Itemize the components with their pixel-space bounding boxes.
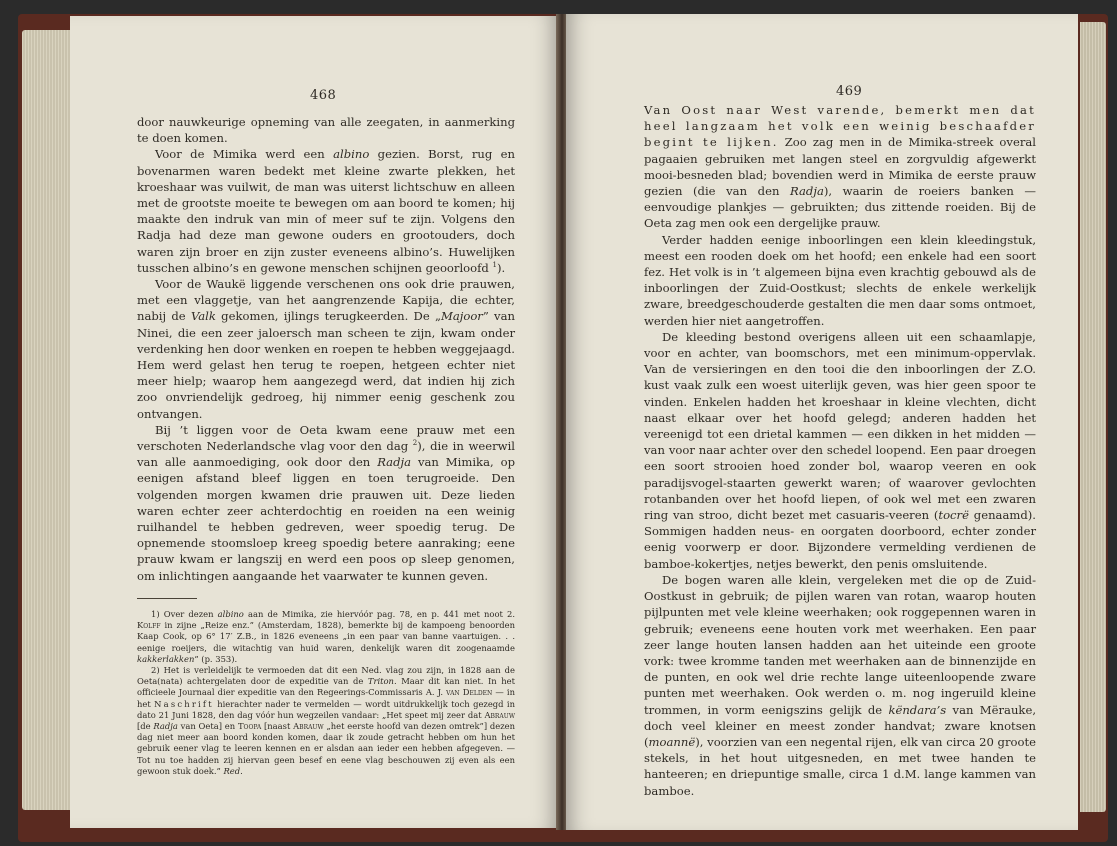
footnote: 2) Het is verleidelijk te vermoeden dat dit een Ned. vlag zou zijn, in 1828 aan de Oeta(nata) achtergelaten door de expeditie van de Triton. Maar dit kan niet. In het officieele Journaal dier expeditie van den Regeerings-Commissaris A. J. van Delden — in het Naschrift hierachter nader te vermelden — wordt uitdrukkelijk toch gezegd in dato 21 Juni 1828, den dag vóór hun wegzeilen vandaar: „Het speet mij zeer dat Abrauw [de Radja van Oeta] en Toopa [naast Abrauw „het eerste hoofd van dezen omtrek”] dezen dag niet meer aan boord konden komen, daar ik zoude getracht hebben om hun het gebruik eener vlag te leeren kennen en er alsdan aan ieder een hebben afgegeven. — Tot nu toe hadden zij hiervan geen besef en eene vlag beschouwen zij even als een gewoon stuk doek.” Red.: [137, 664, 515, 776]
body-text: [644, 102, 1036, 799]
paragraph: Van Oost naar West varende, bemerkt men dat heel langzaam het volk een weinig beschaafder begint te lijken. Zoo zag men in de Mimika-streek overal pagaaien gebruiken met langen steel en zorgvuldig afgewerkt mooi-besneden blad; bovendien werd in Mimika de eerste prauw gezien (die van den Radja), waarin de roeiers banken — eenvoudige plankjes — gebruikten; dus zittende roeiden. Bij de Oeta zag men ook een dergelijke prauw.: [644, 103, 1036, 231]
paragraph: Bij ’t liggen voor de Oeta kwam eene prauw met een verschoten Nederlandsche vlag voor den dag $^2$), die in weerwil van alle aanmoediging, ook door den Radja van Mimika, op eenigen afstand bleef liggen en toen terugroeide. Den volgenden morgen kwamen drie prauwen uit. Deze lieden waren echter zeer achterdochtig en roeiden na een weinig ruilhandel te hebben gedreven, weer spoedig terug. De opnemende stoomsloep kreeg spoedig betere aanraking; eene prauw kwam er langszij en werd een poos op sleep genomen, om inlichtingen aangaande het vaarwater te kunnen geven.: [137, 422, 515, 583]
paragraph: De bogen waren alle klein, vergeleken met die op de Zuid-Oostkust in gebruik; de pijlen waren van rotan, waarop houten pijlpunten met vele kleine weerhaken; ook roggepennen waren in gebruik; eveneens eene houten vork met weerhaken. Een paar zeer lange houten lansen hadden aan het uiteinde een groote vork: twee kromme tanden met weerhaken aan de binnenzijde en de punten, en ook wel drie rechte lange uiteenloopende zware punten met weerhaken. Ook werden o. m. nog ingeruild kleine trommen, in vorm eenigszins gelijk de këndara’s van Mërauke, doch veel kleiner en meest zonder handvat; zware knotsen (moannë), voorzien van een negental rijen, elk van circa 20 groote stekels, in het hout uitgesneden, en met twee handen te hanteeren; en driepuntige smalle, circa 1 d.M. lange kammen van bamboe.: [644, 572, 1037, 798]
paragraph: door nauwkeurige opneming van alle zeegaten, in aanmerking te doen komen.: [137, 115, 515, 146]
footnote: 1) Over dezen albino aan de Mimika, zie hiervóór pag. 78, en p. 441 met noot 2. Kolff in zijne „Reize enz.” (Amsterdam, 1828), bemerkte bij de kampoeng benoorden Kaap Cook, op 6° 17′ Z.B., in 1826 eveneens „in een paar van banne vaartuigen. . . eenige roeijers, die witachtig van huid waren, denkelijk waren dit zoogenaamde kakkerlakken” (p. 353).: [137, 608, 515, 664]
left-page: [70, 16, 558, 828]
page-number: 469: [836, 84, 863, 99]
right-page: [566, 14, 1078, 830]
body-text: [137, 114, 515, 777]
page-number: 468: [310, 88, 337, 103]
paragraph: Voor de Mimika werd een albino gezien. Borst, rug en bovenarmen waren bedekt met kleine zwarte plekken, het kroeshaar was vuilwit, de man was uiterst lichtschuw en alleen met de grootste moeite te bewegen om aan boord te komen; hij maakte den indruk van min of meer suf te zijn. Volgens den Radja had deze man gewone ouders en grootouders, doch waren zijn broer en zijn zuster eveneens albino’s. Huwelijken tusschen albino’s en gewone menschen schijnen geoorloofd $^1$).: [137, 147, 515, 275]
page-edges-right: [1080, 22, 1106, 812]
footnote-rule: [137, 598, 197, 599]
footnotes: [137, 609, 515, 777]
paragraph: Voor de Waukë liggende verschenen ons ook drie prauwen, met een vlaggetje, van het aangrenzende Kapija, die echter, nabij de Valk gekomen, ijlings terugkeerden. De „Majoor” van Ninei, die een zeer jaloersch man scheen te zijn, kwam onder verdenking hen door wenken en roepen te hebben weggejaagd. Hem werd gelast hen terug te roepen, hetgeen echter niet meer hielp; waarop hem aangezegd werd, dat indien hij zich zoo onvriendelijk gedroeg, hij nimmer eenig geschenk zou ontvangen.: [137, 277, 515, 421]
paragraph: De kleeding bestond overigens alleen uit een schaamlapje, voor en achter, van boomschors, met een minimum-oppervlak. Van de versieringen en den tooi die den inboorlingen der Z.O. kust vaak zulk een woest uiterlijk geven, was hier geen spoor te vinden. Enkelen hadden het kroeshaar in kleine vlechten, dicht naast elkaar over het hoofd gelegd; anderen hadden het vereenigd tot een drietal kammen — een dikken in het midden — van voor naar achter over den schedel loopend. Een paar droegen een soort strooien hoed zonder bol, waarop veeren en ook paradijsvogel-staarten gewerkt waren; of waarover gevlochten rotanbanden over het hoofd liepen, of ook wel met een zwaren ring van stroo, dicht bezet met casuaris-veeren (tocrë genaamd). Sommigen hadden neus- en oorgaten doorboord, echter zonder eenig voorwerp er door. Bijzondere vermelding verdienen de bamboe-kokertjes, netjes bewerkt, den penis omsluitende.: [644, 329, 1036, 571]
page-edges-left: [22, 30, 74, 810]
paragraph: Verder hadden eenige inboorlingen een klein kleedingstuk, meest een rooden doek om het hoofd; een enkele had een soort fez. Het volk is in ’t algemeen bijna even krachtig gebouwd als de inboorlingen der Zuid-Oostkust; slechts de enkele werkelijk zware, breedgeschouderde gestalten die men daar soms ontmoet, werden hier niet aangetroffen.: [644, 232, 1036, 328]
